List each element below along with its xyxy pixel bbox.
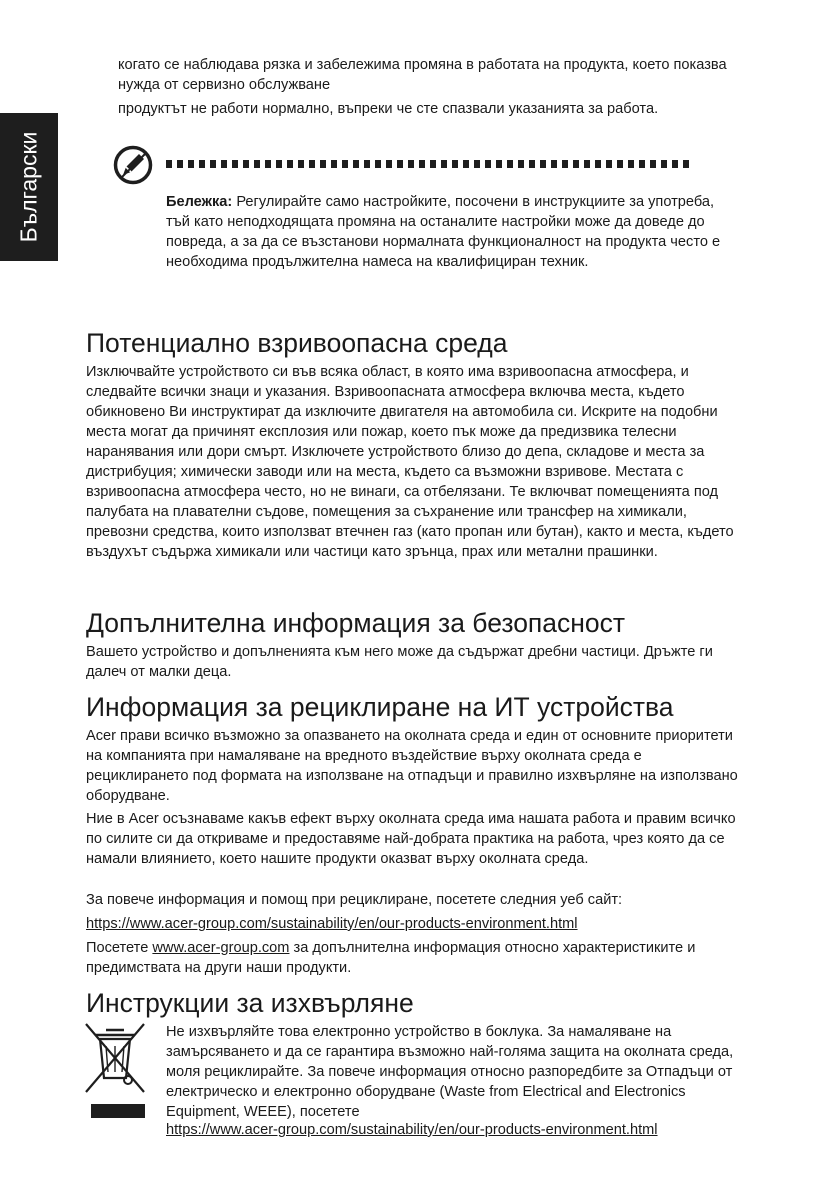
section-body-explosive: Изключвайте устройството си във всяка област, в която има взривоопасна атмосфера, и следвайте всички знаци и указания. Взривоопасната атмосфера включва места, където обикновено Ви инструктират да изключите двигателя на автомобила си. Искрите на подобни места могат да причинят експлозия или пожар, което пък може да предизвика телесни наранявания или дори смърт. Изключете устройството близо до депа, складове и места за дистрибуция; химически заводи или на места, където са възможни взривове. Местата с взривоопасна атмосфера често, но не винаги, са отбелязани. Те включват помещенията под палубата на плавателни съдове, помещения за съхранение или трансфер на химикали, превозни средства, които използват втечнен газ (като пропан или бутан), както и места, където въздухът съдържа химикали или частици като зрънца, прах или метални прашинки. (86, 364, 734, 560)
recycling-paragraph-1: Acer прави всичко възможно за опазването на околната среда и един от основните приоритети на компанията при намаляване на вредното въздействие върху околната среда е рециклирането под формата на използване на отпадъци и правилно изхвърляне на използвано оборудване. (86, 728, 738, 804)
recycling-p4-before: Посетете (86, 940, 153, 956)
recycling-paragraph-2: Ние в Acer осъзнаваме какъв ефект върху околната среда има нашата работа и правим всичко по силите си да откриваме и предоставяме най-добрата практика на работа, чрез която да се намали влиянието, което нашите продукти оказват върху околната среда. (86, 811, 736, 867)
recycling-paragraph-4 (86, 938, 746, 978)
crossed-out-wheelie-bin-icon (82, 1022, 148, 1096)
disposal-body: Не изхвърляйте това електронно устройство в боклука. За намаляване на замърсяването и да се гарантира възможно най-голяма защита на околната среда, моля рециклирайте. За повече информация относно разпоредбите за Отпадъци от електрическо и електронно оборудване (Waste from Electrical and Electronics Equipment, WEEE), посетете (166, 1024, 734, 1120)
disposal-url-link[interactable]: https://www.acer-group.com/sustainability/en/our-products-environment.html (166, 1122, 658, 1138)
section-title-disposal: Инструкции за изхвърляне (86, 988, 414, 1018)
note-label: Бележка: (166, 194, 233, 210)
note-text (166, 192, 726, 272)
section-title-recycling: Информация за рециклиране на ИТ устройства (86, 692, 674, 722)
section-title-explosive: Потенциално взривоопасна среда (86, 328, 508, 358)
weee-black-bar (91, 1104, 145, 1118)
note-body: Регулирайте само настройките, посочени в инструкциите за употреба, тъй като неподходящата промяна на останалите настройки може да доведе до повреда, а за да се възстанови нормалната функционалност на продукта често е необходима продължителна намеса на квалифициран техник. (166, 194, 721, 270)
recycling-paragraph-3: За повече информация и помощ при рециклиране, посетете следния уеб сайт: (86, 892, 623, 908)
section-body-safety: Вашето устройство и допълненията към него може да съдържат дребни частици. Дръжте ги далеч от малки деца. (86, 644, 713, 680)
intro-item-2: продуктът не работи нормално, въпреки че сте спазвали указанията за работа. (118, 101, 659, 117)
acer-site-link[interactable]: www.acer-group.com (152, 940, 290, 956)
recycling-p4-after: за допълнителна информация относно характеристиките и предимствата на други наши продукти. (86, 940, 696, 976)
language-tab-label: Български (15, 131, 42, 243)
recycling-url-link[interactable]: https://www.acer-group.com/sustainability/en/our-products-environment.html (86, 916, 578, 932)
section-title-safety: Допълнителна информация за безопасност (86, 608, 626, 638)
note-divider (166, 160, 690, 168)
intro-item-1: когато се наблюдава рязка и забележима промяна в работата на продукта, което показва нужда от сервизно обслужване (118, 57, 727, 93)
note-pencil-icon (113, 145, 153, 185)
language-side-tab (0, 113, 58, 261)
